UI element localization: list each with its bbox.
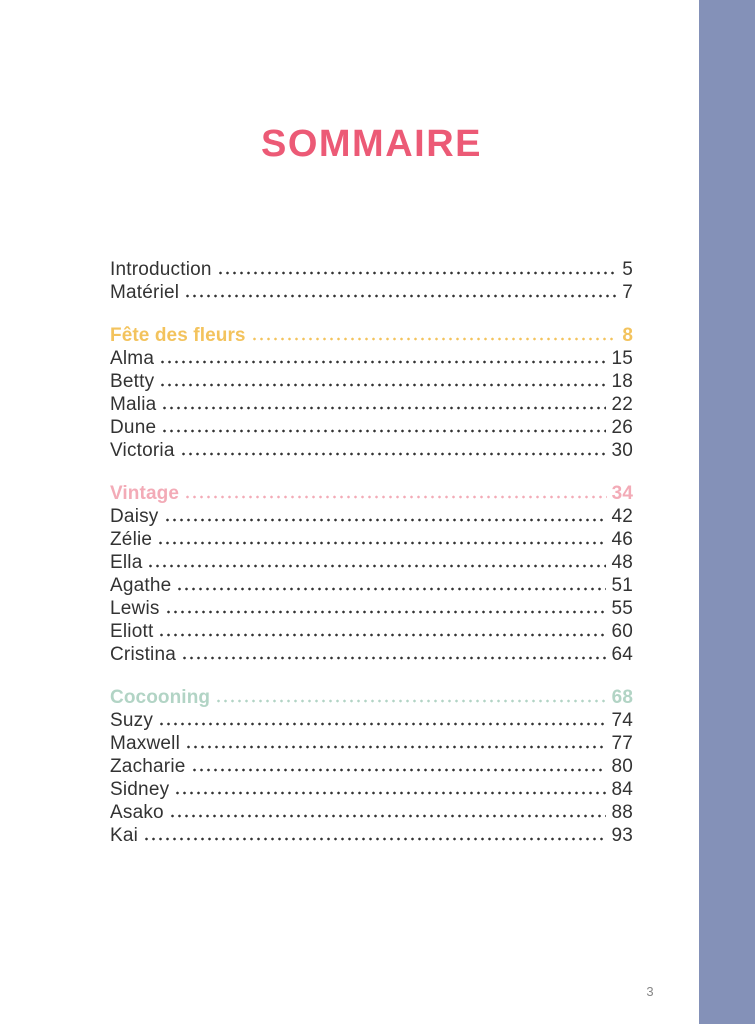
dotted-leader [169,814,607,818]
toc-entry-page: 5 [622,259,633,280]
toc-entry-label: Cristina [110,644,177,665]
toc-entry-page: 93 [611,825,633,846]
folio-page-number: 3 [646,984,654,999]
dotted-leader [159,383,606,387]
toc-entry [110,393,633,416]
toc-entry [110,755,633,778]
toc-entry-page: 26 [611,417,633,438]
toc-entry-page: 30 [611,440,633,461]
dotted-leader [251,337,618,341]
dotted-leader [180,452,607,456]
toc-entry-label: Eliott [110,621,154,642]
toc-entry-label: Malia [110,394,157,415]
toc-entry-label: Ella [110,552,143,573]
toc-entry-label: Betty [110,371,155,392]
toc-section [110,258,633,304]
dotted-leader [181,656,606,660]
toc-entry-label: Suzy [110,710,154,731]
toc-entry [110,439,633,462]
toc-entry-page: 18 [611,371,633,392]
toc-entry-page: 15 [611,348,633,369]
content-column [110,124,633,847]
dotted-leader [215,699,607,703]
toc [110,258,633,847]
toc-section-header-page: 34 [611,483,633,504]
toc-entry [110,709,633,732]
toc-entry [110,528,633,551]
dotted-leader [158,633,606,637]
dotted-leader [217,271,618,275]
toc-entry-page: 42 [611,506,633,527]
toc-section-header-label: Fête des fleurs [110,325,246,346]
toc-entry-page: 64 [611,644,633,665]
dotted-leader [176,587,606,591]
dotted-leader [191,768,607,772]
toc-entry-label: Kai [110,825,139,846]
toc-entry-label: Zacharie [110,756,186,777]
right-color-band [699,0,755,1024]
toc-entry-label: Introduction [110,259,212,280]
dotted-leader [184,294,617,298]
toc-entry [110,258,633,281]
toc-entry [110,574,633,597]
toc-entry-label: Daisy [110,506,159,527]
toc-entry-label: Lewis [110,598,160,619]
toc-entry-label: Sidney [110,779,170,800]
dotted-leader [164,518,607,522]
toc-section-header-label: Cocooning [110,687,211,708]
toc-section-header-page: 8 [622,325,633,346]
toc-entry-page: 60 [611,621,633,642]
toc-entry-label: Maxwell [110,733,181,754]
toc-entry [110,347,633,370]
toc-entry [110,732,633,755]
toc-entry-page: 7 [622,282,633,303]
toc-entry-label: Victoria [110,440,175,461]
toc-entry [110,801,633,824]
toc-entry-page: 48 [611,552,633,573]
page-title: SOMMAIRE [261,123,482,165]
dotted-leader [174,791,606,795]
toc-entry-label: Zélie [110,529,153,550]
toc-entry-label: Alma [110,348,155,369]
toc-section-header [110,686,633,709]
toc-entry-label: Dune [110,417,157,438]
toc-section-header-page: 68 [611,687,633,708]
dotted-leader [161,429,606,433]
dotted-leader [161,406,606,410]
toc-section-header [110,482,633,505]
dotted-leader [143,837,606,841]
dotted-leader [165,610,607,614]
toc-entry [110,597,633,620]
toc-section [110,686,633,847]
dotted-leader [159,360,606,364]
toc-section [110,324,633,462]
dotted-leader [158,722,606,726]
toc-entry-page: 46 [611,529,633,550]
dotted-leader [157,541,606,545]
toc-section-header-label: Vintage [110,483,179,504]
toc-entry [110,824,633,847]
toc-entry [110,551,633,574]
toc-entry [110,620,633,643]
toc-entry-label: Asako [110,802,164,823]
toc-entry-page: 22 [611,394,633,415]
toc-entry-page: 74 [611,710,633,731]
dotted-leader [185,745,606,749]
toc-entry [110,281,633,304]
toc-entry-page: 51 [611,575,633,596]
toc-entry-label: Matériel [110,282,180,303]
toc-section-header [110,324,633,347]
toc-section [110,482,633,666]
toc-entry-label: Agathe [110,575,172,596]
toc-entry [110,505,633,528]
toc-entry [110,370,633,393]
toc-entry-page: 55 [611,598,633,619]
toc-entry [110,643,633,666]
toc-entry-page: 88 [611,802,633,823]
toc-entry-page: 77 [611,733,633,754]
dotted-leader [184,495,607,499]
dotted-leader [147,564,606,568]
toc-entry [110,778,633,801]
toc-entry-page: 84 [611,779,633,800]
toc-entry [110,416,633,439]
toc-entry-page: 80 [611,756,633,777]
